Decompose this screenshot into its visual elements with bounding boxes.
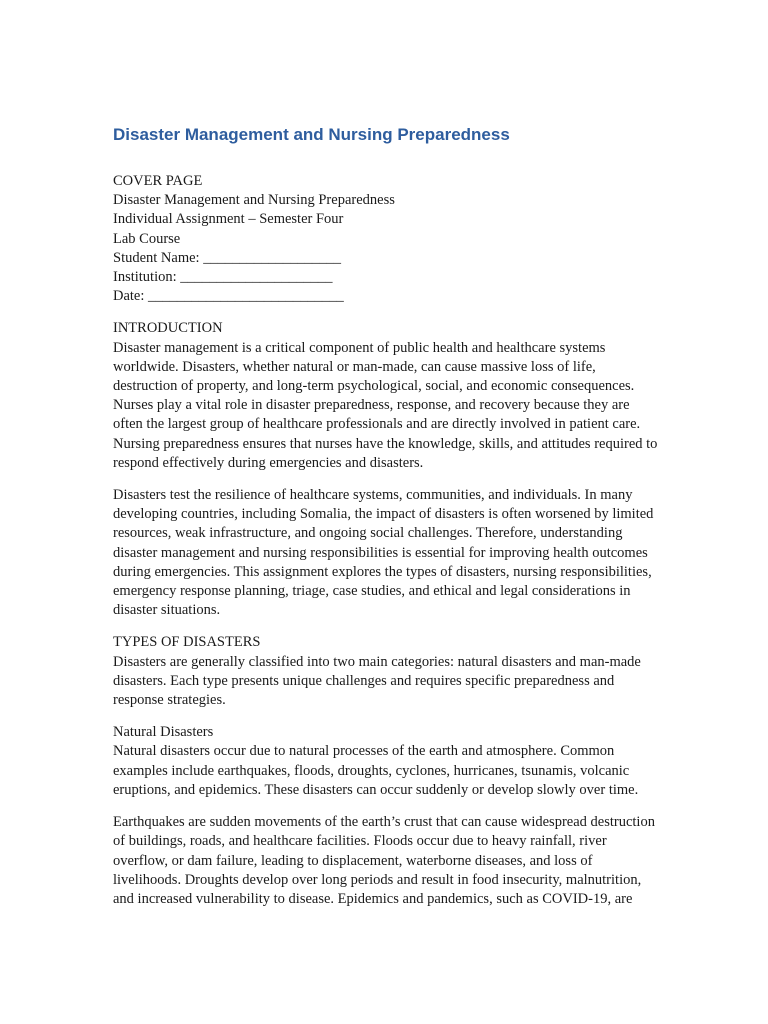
introduction-paragraph-1: Disaster management is a critical component of public health and healthcare systems worldwide. Disasters, whether natural or man-made, can cause massive loss of life, destruction of property, and long-term psychological, social, and economic consequences. Nurses play a vital role in disaster preparedness, response, and recovery because they are often the largest group of healthcare professionals and are directly involved in patient care. Nursing preparedness ensures that nurses have the knowledge, skills, and attitudes required to respond effectively during emergencies and disasters. bbox=[113, 339, 658, 471]
cover-assignment: Individual Assignment – Semester Four bbox=[113, 211, 344, 228]
cover-course: Lab Course bbox=[113, 230, 181, 247]
cover-page-block bbox=[113, 172, 658, 306]
cover-institution: Institution: _____________________ bbox=[113, 269, 333, 286]
types-of-disasters-heading: TYPES OF DISASTERS bbox=[113, 634, 261, 651]
introduction-heading: INTRODUCTION bbox=[113, 320, 223, 337]
introduction-paragraph-2: Disasters test the resilience of healthcare systems, communities, and individuals. In many developing countries, including Somalia, the impact of disasters is often worsened by limited resources, weak infrastructure, and ongoing social challenges. Therefore, understanding disaster management and nursing responsibilities is essential for improving health outcomes during emergencies. This assignment explores the types of disasters, nursing responsibilities, emergency response planning, triage, case studies, and ethical and legal considerations in disaster situations. bbox=[113, 487, 654, 619]
types-of-disasters-paragraph: Disasters are generally classified into two main categories: natural disasters and man-made disasters. Each type presents unique challenges and requires specific preparedness and response strategies. bbox=[113, 653, 641, 709]
natural-disasters-paragraph-1: Natural disasters occur due to natural processes of the earth and atmosphere. Common examples include earthquakes, floods, droughts, cyclones, hurricanes, tsunamis, volcanic eruptions, and epidemics. These disasters can occur suddenly or develop slowly over time. bbox=[113, 743, 639, 798]
document-title: Disaster Management and Nursing Preparedness bbox=[113, 125, 510, 144]
cover-student-name: Student Name: ___________________ bbox=[113, 249, 341, 266]
document-page bbox=[113, 124, 658, 909]
types-of-disasters-section bbox=[113, 633, 658, 710]
natural-disasters-paragraph-2: Earthquakes are sudden movements of the earth’s crust that can cause widespread destruction of buildings, roads, and healthcare facilities. Floods occur due to heavy rainfall, river overflow, or dam failure, leading to displacement, waterborne diseases, and loss of livelihoods. Droughts develop over long periods and result in food insecurity, malnutrition, and increased vulnerability to disease. Epidemics and pandemics, such as COVID-19, are bbox=[113, 814, 655, 907]
cover-title: Disaster Management and Nursing Preparedness bbox=[113, 192, 395, 209]
natural-disasters-section bbox=[113, 723, 658, 909]
introduction-section bbox=[113, 319, 658, 620]
natural-disasters-heading: Natural Disasters bbox=[113, 724, 214, 741]
cover-heading: COVER PAGE bbox=[113, 173, 203, 189]
cover-date: Date: ___________________________ bbox=[113, 288, 344, 305]
